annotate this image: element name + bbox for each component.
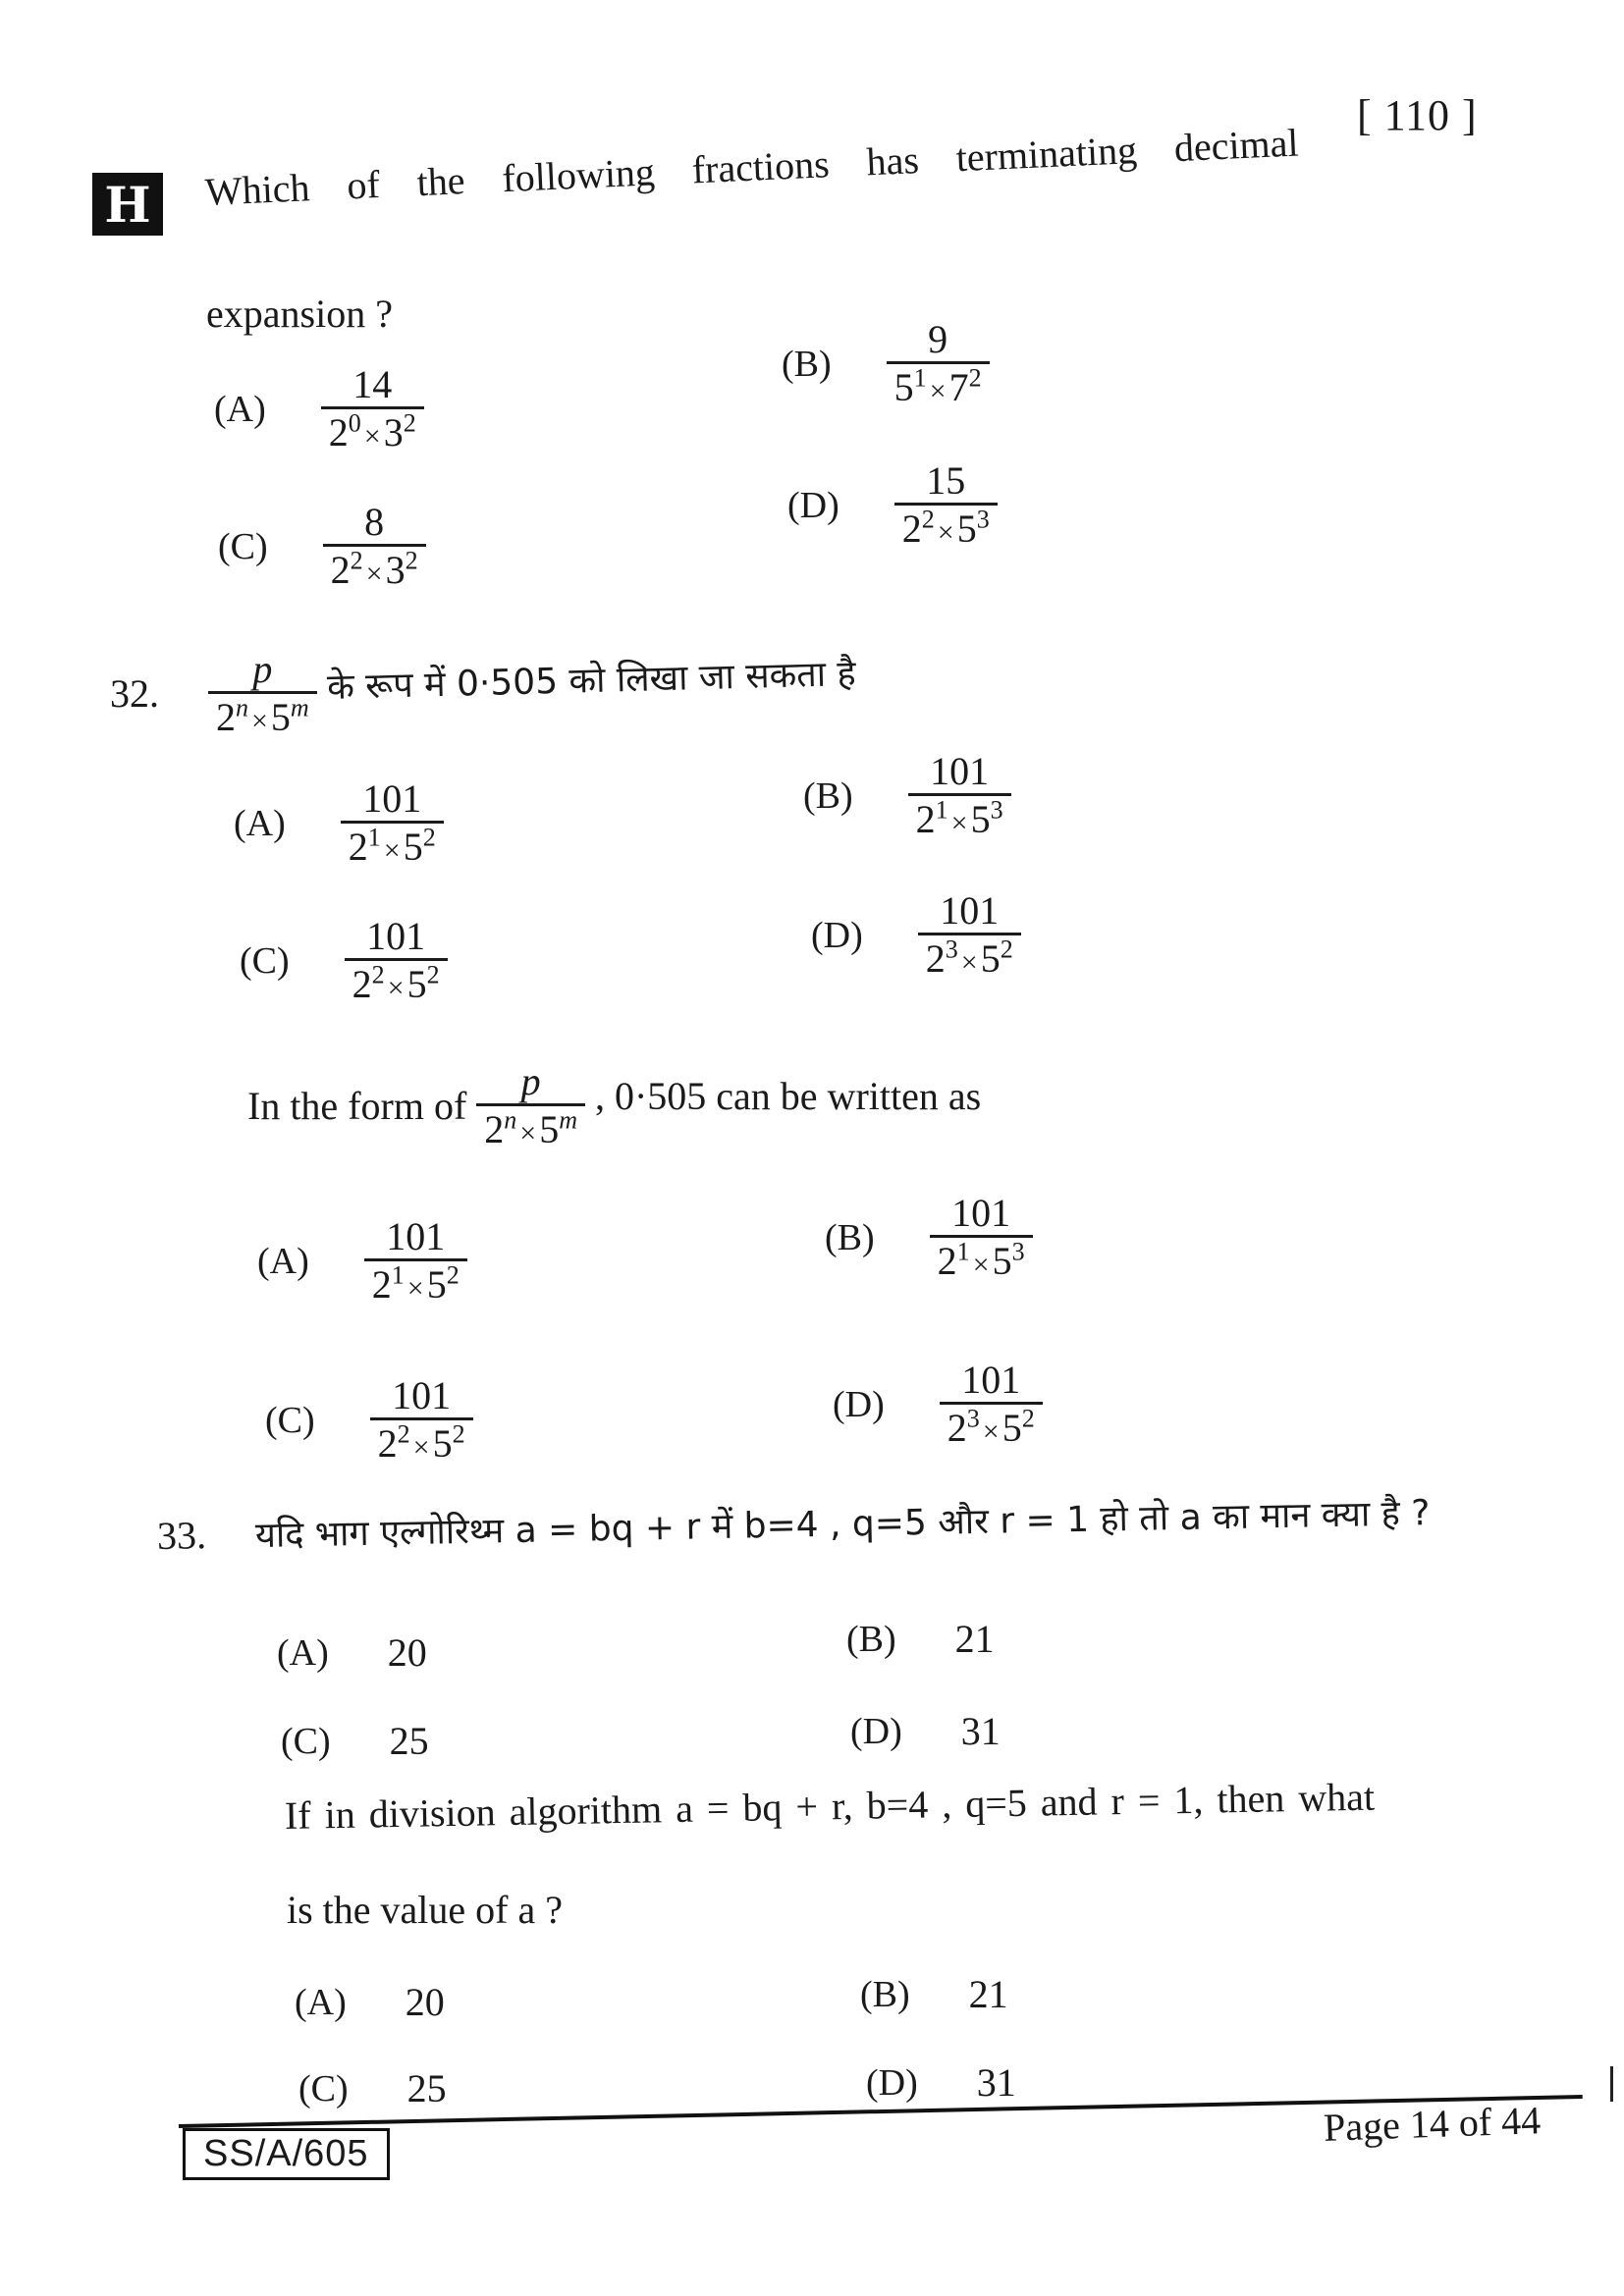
page-label: Page 14 of 44 (1323, 2098, 1542, 2150)
option-label: (C) (265, 1399, 315, 1441)
option-label: (A) (295, 1981, 347, 2023)
q33-english-option-c[interactable] (298, 2065, 447, 2111)
option-label: (A) (214, 388, 266, 430)
question-prefix: In the form of (247, 1083, 467, 1128)
numerator: 101 (951, 1191, 1011, 1235)
fraction (323, 501, 426, 592)
denominator: $2^n \times 5^m$ (208, 691, 317, 739)
hindi-text: के रूप में 0·505 को लिखा जा सकता है (326, 653, 856, 709)
numerator: 14 (352, 362, 393, 406)
option-label: (D) (850, 1710, 902, 1752)
question-number: 32. (110, 671, 159, 716)
numerator: 15 (926, 458, 966, 503)
q32-hindi-option-b[interactable] (803, 750, 1011, 841)
numerator: 101 (362, 776, 422, 821)
q32-english-option-a[interactable] (257, 1215, 467, 1307)
q33-english-line2: is the value of a ? (287, 1888, 563, 1932)
denominator: $2^2 \times 5^2$ (370, 1417, 473, 1466)
option-value: 25 (406, 2066, 447, 2110)
denominator: $2^1 \times 5^3$ (908, 793, 1011, 841)
fraction (321, 363, 424, 454)
option-label: (D) (787, 484, 839, 526)
q31-text-line1: Which of the following fractions has terminating decimal (203, 120, 1300, 215)
q33-english-option-d[interactable] (866, 2059, 1016, 2106)
q31-option-c[interactable] (218, 501, 426, 592)
fraction (341, 777, 444, 869)
numerator: 101 (930, 749, 990, 793)
question-suffix: , 0·505 can be written as (594, 1073, 982, 1118)
option-value: 25 (389, 1719, 429, 1763)
option-label: (A) (234, 802, 286, 844)
numerator: 101 (366, 914, 426, 958)
numerator: p (252, 647, 273, 691)
numerator: 9 (928, 317, 948, 361)
q33-english-line1: If in division algorithm a = bq + r, b=4 , q=5 and r = 1, then what (284, 1774, 1376, 1838)
page-marker: [ 110 ] (1357, 91, 1478, 139)
form-fraction (208, 648, 317, 739)
denominator: $2^0 \times 3^2$ (321, 406, 424, 454)
option-label: (B) (846, 1618, 896, 1660)
q33-hindi-question (157, 1487, 1431, 1560)
fraction (908, 750, 1011, 841)
section-badge: H (92, 173, 163, 236)
fraction (894, 459, 998, 551)
form-fraction (476, 1060, 585, 1151)
denominator: $2^3 \times 5^2$ (918, 933, 1021, 981)
option-label: (B) (782, 343, 832, 385)
option-label: (B) (860, 1973, 910, 2015)
option-value: 31 (960, 1709, 1001, 1753)
option-label: (B) (803, 774, 853, 817)
q31-option-d[interactable] (787, 459, 998, 551)
denominator: $2^2 \times 3^2$ (323, 544, 426, 592)
fraction (930, 1192, 1033, 1283)
numerator: 101 (386, 1214, 446, 1258)
fraction (345, 915, 448, 1006)
option-label: (C) (281, 1720, 331, 1762)
fraction (918, 889, 1021, 981)
q32-english-option-d[interactable] (833, 1359, 1043, 1450)
numerator: 101 (940, 888, 1000, 933)
question-number: 33. (156, 1513, 207, 1558)
option-value: 21 (954, 1617, 995, 1661)
fraction (940, 1359, 1043, 1450)
denominator: $5^1 \times 7^2$ (887, 361, 990, 409)
option-label: (B) (825, 1216, 875, 1258)
q32-hindi-option-c[interactable] (240, 915, 448, 1006)
option-label: (D) (833, 1383, 885, 1425)
option-label: (D) (866, 2061, 918, 2104)
option-value: 20 (387, 1630, 427, 1675)
denominator: $2^2 \times 5^2$ (345, 958, 448, 1006)
numerator: 8 (364, 500, 385, 544)
fraction (887, 318, 990, 409)
q33-hindi-option-a[interactable] (277, 1629, 427, 1676)
margin-mark (1610, 2066, 1613, 2102)
option-label: (C) (240, 939, 290, 982)
q31-option-b[interactable] (782, 318, 990, 409)
q31-text-line2: expansion ? (206, 292, 393, 336)
option-value: 31 (976, 2060, 1016, 2105)
denominator: $2^1 \times 5^3$ (930, 1235, 1033, 1283)
denominator: $2^2 \times 5^3$ (894, 503, 998, 551)
q32-hindi-option-a[interactable] (234, 777, 444, 869)
q32-english-question (247, 1060, 981, 1151)
option-label: (A) (257, 1240, 309, 1282)
option-value: 21 (968, 1972, 1008, 2016)
q32-english-option-c[interactable] (265, 1374, 473, 1466)
numerator: 101 (961, 1358, 1021, 1402)
option-label: (C) (298, 2067, 349, 2109)
q33-hindi-option-c[interactable] (281, 1718, 429, 1764)
option-label: (A) (277, 1631, 329, 1674)
option-label: (C) (218, 525, 268, 567)
hindi-text: यदि भाग एल्गोरिथ्म a = bq + r में b=4 , q=5 और r = 1 हो तो a का मान क्या है ? (254, 1493, 1431, 1557)
q33-english-option-b[interactable] (860, 1971, 1008, 2017)
numerator: p (520, 1059, 541, 1103)
q32-hindi-question (110, 648, 855, 739)
q32-hindi-option-d[interactable] (811, 889, 1021, 981)
q33-hindi-option-d[interactable] (850, 1708, 1001, 1754)
option-value: 20 (405, 1980, 445, 2024)
q33-hindi-option-b[interactable] (846, 1616, 995, 1662)
denominator: $2^1 \times 5^2$ (364, 1258, 467, 1307)
option-label: (D) (811, 914, 863, 956)
paper-code: SS/A/605 (183, 2128, 390, 2180)
q32-english-option-b[interactable] (825, 1192, 1033, 1283)
q31-option-a[interactable] (214, 363, 424, 454)
q33-english-option-a[interactable] (295, 1979, 445, 2025)
denominator: $2^1 \times 5^2$ (341, 821, 444, 869)
fraction (364, 1215, 467, 1307)
denominator: $2^n \times 5^m$ (476, 1103, 585, 1151)
numerator: 101 (392, 1373, 452, 1417)
denominator: $2^3 \times 5^2$ (940, 1402, 1043, 1450)
fraction (370, 1374, 473, 1466)
